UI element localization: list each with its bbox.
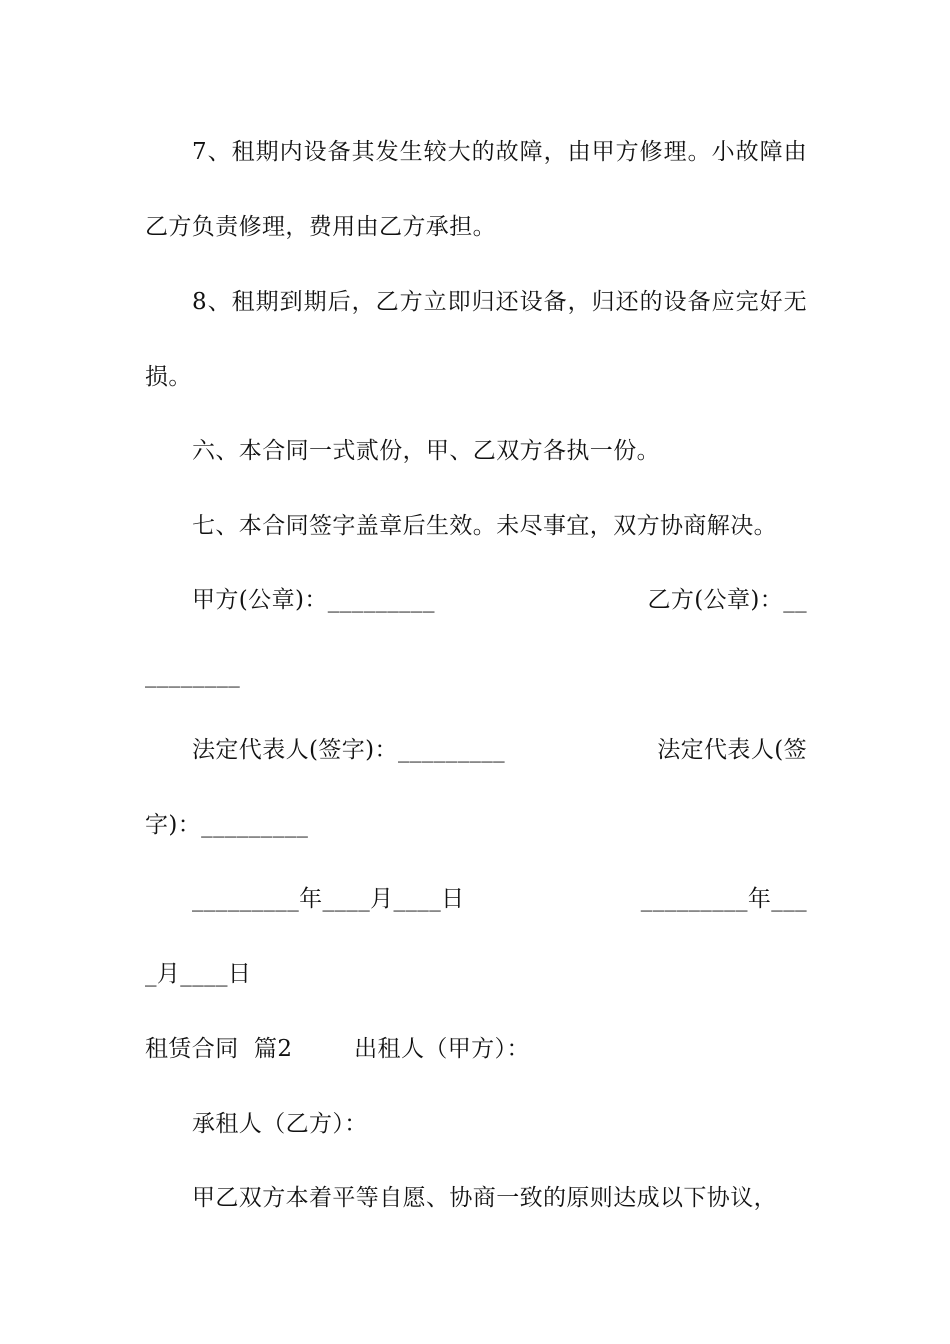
signature-seal-cont: ________ bbox=[145, 662, 241, 688]
paragraph-clause-6: 六、本合同一式贰份，甲、乙双方各执一份。 bbox=[192, 438, 660, 464]
signature-date-cont: _月____日 bbox=[145, 961, 252, 987]
agreement-intro: 甲乙双方本着平等自愿、协商一致的原则达成以下协议， bbox=[192, 1185, 777, 1211]
signature-seal-row bbox=[192, 580, 807, 620]
paragraph-line-7-cont: 乙方负责修理，费用由乙方承担。 bbox=[145, 214, 496, 240]
party-a-seal: 甲方(公章)：_________ bbox=[192, 587, 435, 613]
paragraph-line-8-cont: 损。 bbox=[145, 364, 192, 390]
signature-rep-cont: 字)：_________ bbox=[145, 812, 309, 838]
party-a-date: _________年____月____日 bbox=[192, 886, 465, 912]
party-b-representative: 法定代表人(签 bbox=[657, 737, 807, 763]
signature-date-row bbox=[192, 879, 807, 919]
party-b-date: _________年___ bbox=[640, 886, 807, 912]
party-b-seal: 乙方(公章)：__ bbox=[647, 587, 807, 613]
paragraph-line-7: 7、租期内设备其发生较大的故障，由甲方修理。小故障由 bbox=[192, 139, 807, 165]
paragraph-clause-7: 七、本合同签字盖章后生效。未尽事宜，双方协商解决。 bbox=[192, 513, 777, 539]
contract-section-heading: 租赁合同 篇2 出租人（甲方）： bbox=[145, 1036, 530, 1062]
lessee-line: 承租人（乙方）： bbox=[192, 1111, 368, 1137]
signature-rep-row bbox=[192, 730, 807, 770]
party-a-representative: 法定代表人(签字)：_________ bbox=[192, 737, 506, 763]
paragraph-line-8: 8、租期到期后，乙方立即归还设备，归还的设备应完好无 bbox=[192, 289, 807, 315]
